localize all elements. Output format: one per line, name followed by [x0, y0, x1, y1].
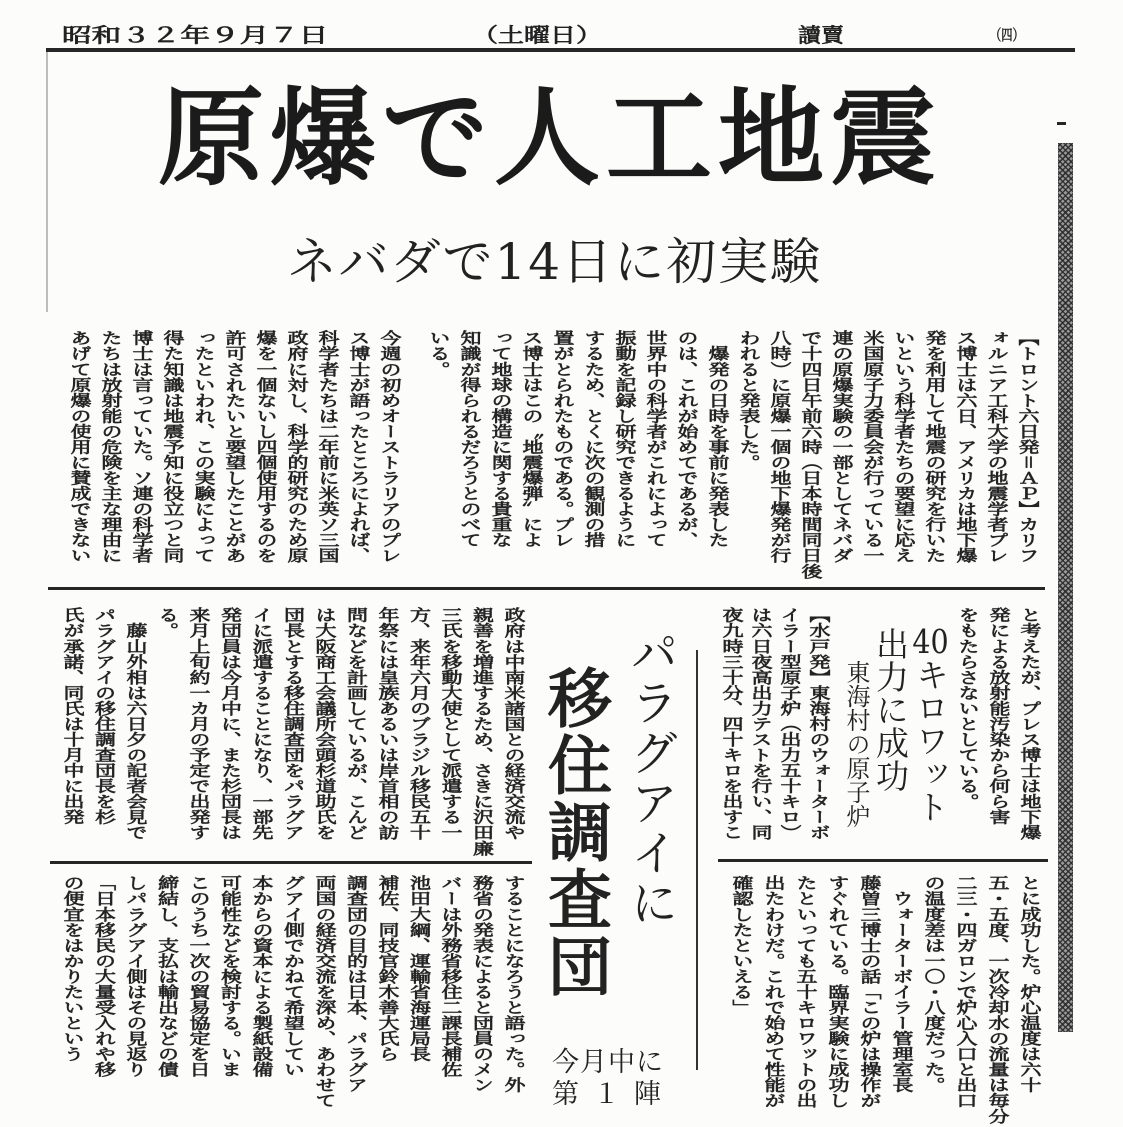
body-line: 【トロント六日発＝ＡＰ】カリフ	[1016, 330, 1040, 564]
body-line: 可能性などを検討する。いま	[218, 875, 243, 1078]
body-line: 確認したといえる」	[730, 875, 754, 1015]
paraguay-headline: 移住調査団	[537, 665, 612, 1000]
body-line: 団長とする移住調査団をパラグア	[281, 607, 306, 841]
body-line: いる。	[427, 330, 451, 377]
body-line: 政府に対し、科学的研究のため原	[285, 330, 309, 564]
reactor-headline-2: 出力に成功	[871, 627, 910, 792]
body-line: で十四日午前六時（日本時間同日後	[799, 330, 823, 579]
body-line: 博士は言っていた。ソ連の科学者	[130, 330, 154, 564]
paraguay-story-body-band3	[57, 875, 530, 1127]
body-line: 【水戸発】東海村のウォーターボ	[807, 607, 831, 841]
body-line: 発による放射能汚染から何ら害	[987, 607, 1011, 825]
main-subheadline: ネバダで14日に初実験	[287, 233, 823, 291]
masthead-date: 昭和３２年９月７日	[62, 23, 329, 47]
body-line: イに派遣することになり、一部先	[250, 607, 274, 841]
body-line: 親善を増進するため、さきに沢田廉	[470, 607, 495, 856]
body-line: バーは外務省移住二課長補佐	[439, 875, 463, 1078]
body-line: って地球の構造に関する貴重な	[489, 330, 513, 548]
reactor-story-body-band3	[726, 875, 1046, 1127]
main-story-body-band2	[952, 607, 1045, 851]
body-line: 五・五度、一次冷却水の流量は毎分	[986, 875, 1010, 1124]
body-line: 三氏を移動大使として派遣する一	[439, 607, 463, 841]
body-line: る。	[155, 607, 180, 639]
body-line: いという科学者たちの要望に応え	[892, 330, 916, 564]
body-line: 方、来年六月のブラジル移民五十	[407, 607, 432, 841]
body-line: ス博士が語ったところによれば、	[347, 330, 371, 564]
body-line: のは、これが始めてであるが、	[675, 330, 699, 548]
clipping-left-edge	[46, 52, 48, 312]
body-line: われると発表した。	[737, 330, 761, 470]
body-line: 今週の初めオーストラリアのプレ	[378, 330, 402, 564]
body-line: 二三・四ガロンで炉心入口と出口	[954, 875, 978, 1109]
body-line: 調査団の目的は日本、パラグア	[344, 875, 369, 1093]
body-line: 振動を記録し研究できるように	[613, 330, 637, 548]
body-line: パラグアイの移住調査団長を杉	[92, 607, 117, 825]
band-divider-2-left	[50, 861, 532, 864]
body-line: 連の原爆実験の一部としてネバダ	[830, 330, 854, 564]
body-line: とに成功した。炉心温度は六十	[1018, 875, 1042, 1093]
body-line: 許可されたいと要望したことがあ	[223, 330, 247, 564]
body-line: と考えたが、プレス博士は地下爆	[1018, 607, 1042, 841]
body-line: グアイ側でかねて希望してい	[281, 875, 306, 1078]
masthead-rule	[46, 48, 1075, 52]
paraguay-kicker: パラグアイに	[622, 628, 678, 928]
body-line: イラー型原子炉（出力五十キロ）	[778, 607, 802, 841]
body-line: このうち一次の貿易協定を日	[187, 875, 211, 1078]
body-line: あげて原爆の使用に賛成できない	[68, 330, 92, 564]
body-line: 夜九時三十分、四十キロを出すこ	[720, 607, 744, 841]
paraguay-subheadline-1: 今月中に	[552, 1047, 664, 1078]
body-line: は大阪商工会議所会頭杉道助氏を	[313, 607, 337, 841]
body-line: ス博士は六日、アメリカは地下爆	[954, 330, 978, 564]
body-line: ォルニア工科大学の地震学者プレ	[985, 330, 1009, 564]
body-line: 発を利用して地震の研究を行いた	[923, 330, 947, 564]
paraguay-story-body-band2	[57, 607, 530, 856]
edge-mark	[1057, 122, 1066, 125]
body-line: 知識が得られるだろうとのべて	[458, 330, 482, 548]
body-line: たちは放射能の危険を主な理由に	[99, 330, 123, 564]
reactor-headline	[911, 625, 950, 823]
body-line: 得た知識は地震予知に役立つと同	[161, 330, 185, 564]
body-line: は六日夜高出力テストを行い、同	[749, 607, 773, 841]
body-line: 補佐、同技官鈴木善大氏ら	[376, 875, 400, 1062]
body-line: をもたらさないとしている。	[956, 607, 980, 810]
body-line: 年祭には皇族あるいは岸首相の訪	[376, 607, 400, 841]
body-line: 発団員は今月中に、また杉団長は	[218, 607, 243, 841]
main-headline: 原爆で人工地震	[158, 77, 942, 200]
band-divider-1	[48, 587, 1045, 590]
body-line: 置がとられたものである。プレ	[551, 330, 575, 548]
body-line: 世界中の科学者がこれによって	[644, 330, 668, 548]
masthead-paper-name: 讀賣	[798, 23, 844, 47]
masthead-weekday: （土曜日）	[472, 23, 602, 47]
body-line: するため、とくに次の観測の措	[582, 330, 606, 548]
body-line: ス博士はこの〝地震爆弾〟によ	[520, 330, 544, 548]
body-line: 務省の発表によると団員のメン	[470, 875, 495, 1093]
body-line: 本からの資本による製紙設備	[250, 875, 274, 1078]
body-line: の便宜をはかりたいという	[61, 875, 85, 1062]
hatched-border-stripe	[1058, 143, 1073, 1032]
body-line: 氏が承諾、同氏は十月中に出発	[61, 607, 85, 825]
body-line: 出たわけだ。これで始めて性能が	[762, 875, 786, 1109]
band-divider-2-right	[718, 859, 1048, 862]
body-line: たといっても五十キロワットの出	[794, 875, 818, 1109]
body-line: 爆発の日時を事前に発表した	[706, 330, 730, 548]
body-line: ウォーターボイラー管理室長	[890, 875, 914, 1093]
body-line: 八時）に原爆一個の地下爆発が行	[768, 330, 792, 564]
body-line: 爆を一個ないし四個使用するのを	[254, 330, 278, 564]
body-line: すぐれている。臨界実験に成功し	[826, 875, 850, 1109]
body-line: することになろうと語った。外	[502, 875, 526, 1093]
body-line: 池田大綱、運輸省海運局長	[407, 875, 432, 1062]
body-line: ったといわれ、この実験によって	[192, 330, 216, 564]
body-line: 来月上旬約一カ月の予定で出発す	[187, 607, 211, 841]
body-line: 「日本移民の大量受入れや移	[92, 875, 117, 1078]
body-line: しパラグアイ側はその見返り	[124, 875, 148, 1078]
body-line: 科学者たちは二年前に米英ソ三国	[316, 330, 340, 564]
body-line: 藤山外相は六日夕の記者会見で	[124, 607, 148, 841]
body-line: 両国の経済交流を深め、あわせて	[313, 875, 337, 1109]
body-line: 米国原子力委員会が行っている一	[861, 330, 885, 564]
body-line: 政府は中南米諸国との経済交流や	[502, 607, 526, 841]
reactor-headline-number: 40	[912, 625, 949, 658]
reactor-headline-unit: キロワット	[911, 658, 950, 823]
main-story-body-band1	[64, 330, 1043, 582]
article-divider-vertical	[696, 650, 698, 1070]
body-line: 問などを計画しているが、こんど	[344, 607, 369, 841]
body-line: の温度差は一〇・八度だった。	[922, 875, 946, 1093]
reactor-story-body-band2	[717, 607, 833, 851]
reactor-subheadline: 東海村の原子炉	[842, 660, 870, 828]
body-line: 藤曽三博士の話「この炉は操作が	[858, 875, 882, 1109]
masthead-page-number: （四）	[990, 26, 1024, 44]
body-line: 締結し、支払は輸出などの債	[155, 875, 180, 1078]
paraguay-subheadline-2: 第１陣	[552, 1079, 675, 1110]
